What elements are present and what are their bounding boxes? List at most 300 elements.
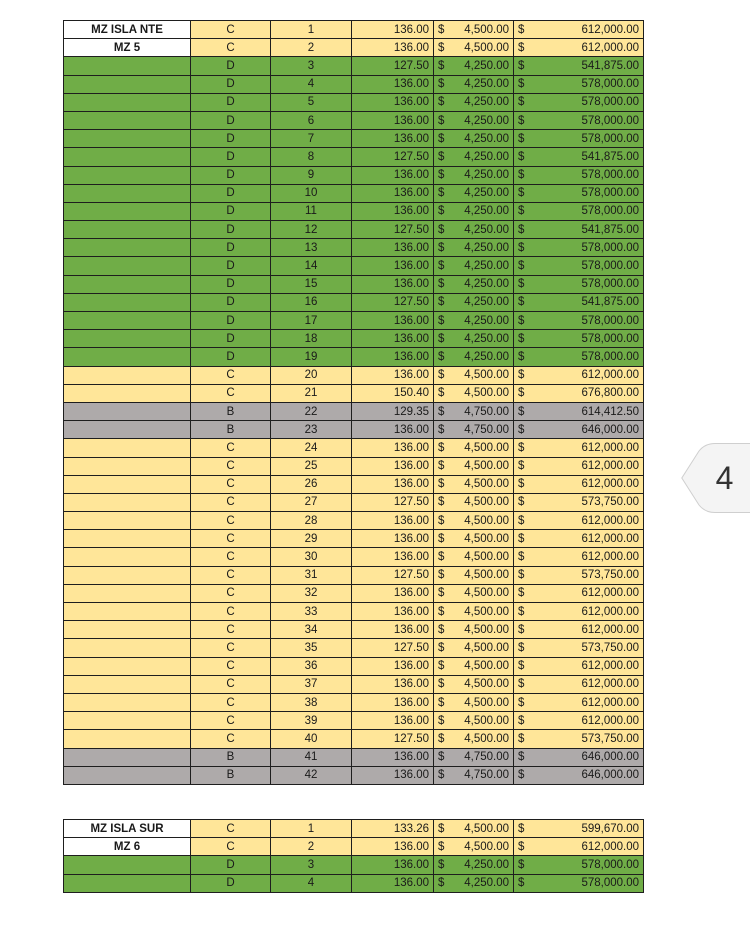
price-per-m2-cell	[434, 457, 514, 475]
block-label-cell	[64, 439, 191, 457]
table-row	[64, 348, 644, 366]
currency-symbol: $	[518, 822, 525, 835]
amount-value: 4,250.00	[464, 114, 509, 127]
lot-number-cell: 28	[271, 512, 352, 530]
block-label-cell: MZ ISLA NTE	[64, 21, 191, 39]
lot-number-cell: 25	[271, 457, 352, 475]
amount-value: 646,000.00	[581, 769, 639, 782]
amount-value: 612,000.00	[581, 514, 639, 527]
currency-symbol: $	[518, 150, 525, 163]
total-price-cell	[514, 512, 644, 530]
currency-symbol: $	[518, 605, 525, 618]
block-label-cell	[64, 239, 191, 257]
block-label-cell	[64, 493, 191, 511]
area-cell: 136.00	[352, 130, 434, 148]
amount-value: 4,250.00	[464, 187, 509, 200]
class-cell: C	[191, 584, 271, 602]
amount-value: 612,000.00	[581, 478, 639, 491]
amount-value: 4,500.00	[464, 514, 509, 527]
currency-symbol: $	[438, 460, 445, 473]
amount-value: 578,000.00	[581, 332, 639, 345]
table-row	[64, 766, 644, 784]
lot-number-cell: 15	[271, 275, 352, 293]
table-row	[64, 239, 644, 257]
class-cell: D	[191, 57, 271, 75]
amount-value: 4,250.00	[464, 223, 509, 236]
area-cell: 127.50	[352, 293, 434, 311]
currency-symbol: $	[518, 260, 525, 273]
block-label-cell	[64, 566, 191, 584]
table-row	[64, 57, 644, 75]
block-label-cell	[64, 548, 191, 566]
block-label-cell	[64, 312, 191, 330]
table-row	[64, 93, 644, 111]
table-row	[64, 566, 644, 584]
lot-number-cell: 1	[271, 820, 352, 838]
price-per-m2-cell	[434, 75, 514, 93]
currency-symbol: $	[518, 714, 525, 727]
price-per-m2-cell	[434, 856, 514, 874]
class-cell: B	[191, 421, 271, 439]
class-cell: D	[191, 202, 271, 220]
table-row	[64, 657, 644, 675]
total-price-cell	[514, 748, 644, 766]
price-per-m2-cell	[434, 838, 514, 856]
amount-value: 578,000.00	[581, 858, 639, 871]
lot-number-cell: 8	[271, 148, 352, 166]
page-indicator-tab[interactable]	[681, 443, 750, 513]
block-label-cell	[64, 348, 191, 366]
amount-value: 4,500.00	[464, 641, 509, 654]
amount-value: 541,875.00	[581, 223, 639, 236]
table-row	[64, 675, 644, 693]
total-price-cell	[514, 239, 644, 257]
currency-symbol: $	[438, 96, 445, 109]
block-label-cell	[64, 748, 191, 766]
table-row	[64, 838, 644, 856]
lot-number-cell: 42	[271, 766, 352, 784]
price-per-m2-cell	[434, 221, 514, 239]
currency-symbol: $	[518, 877, 525, 890]
table-row	[64, 820, 644, 838]
price-per-m2-cell	[434, 820, 514, 838]
currency-symbol: $	[518, 332, 525, 345]
currency-symbol: $	[518, 496, 525, 509]
currency-symbol: $	[438, 769, 445, 782]
amount-value: 578,000.00	[581, 314, 639, 327]
table-row	[64, 439, 644, 457]
price-per-m2-cell	[434, 257, 514, 275]
lot-number-cell: 13	[271, 239, 352, 257]
currency-symbol: $	[518, 23, 525, 36]
total-price-cell	[514, 57, 644, 75]
price-per-m2-cell	[434, 603, 514, 621]
currency-symbol: $	[438, 714, 445, 727]
amount-value: 4,750.00	[464, 405, 509, 418]
amount-value: 4,250.00	[464, 296, 509, 309]
currency-symbol: $	[438, 478, 445, 491]
lots-table-top	[63, 20, 644, 785]
block-label-cell	[64, 675, 191, 693]
area-cell: 127.50	[352, 57, 434, 75]
lot-number-cell: 18	[271, 330, 352, 348]
currency-symbol: $	[438, 387, 445, 400]
price-per-m2-cell	[434, 748, 514, 766]
amount-value: 612,000.00	[581, 605, 639, 618]
amount-value: 612,000.00	[581, 551, 639, 564]
block-label-cell	[64, 603, 191, 621]
currency-symbol: $	[518, 41, 525, 54]
price-per-m2-cell	[434, 621, 514, 639]
area-cell: 127.50	[352, 566, 434, 584]
area-cell: 133.26	[352, 820, 434, 838]
area-cell: 127.50	[352, 221, 434, 239]
total-price-cell	[514, 366, 644, 384]
price-per-m2-cell	[434, 166, 514, 184]
amount-value: 4,500.00	[464, 696, 509, 709]
area-cell: 136.00	[352, 330, 434, 348]
currency-symbol: $	[438, 514, 445, 527]
currency-symbol: $	[518, 405, 525, 418]
table-row	[64, 111, 644, 129]
class-cell: C	[191, 730, 271, 748]
area-cell: 136.00	[352, 548, 434, 566]
amount-value: 573,750.00	[581, 641, 639, 654]
currency-symbol: $	[518, 350, 525, 363]
block-label-cell	[64, 57, 191, 75]
class-cell: C	[191, 457, 271, 475]
area-cell: 136.00	[352, 530, 434, 548]
lot-number-cell: 24	[271, 439, 352, 457]
table-row	[64, 639, 644, 657]
lot-number-cell: 26	[271, 475, 352, 493]
class-cell: C	[191, 475, 271, 493]
class-cell: C	[191, 712, 271, 730]
amount-value: 612,000.00	[581, 840, 639, 853]
price-per-m2-cell	[434, 730, 514, 748]
area-cell: 136.00	[352, 766, 434, 784]
currency-symbol: $	[438, 696, 445, 709]
block-label-cell	[64, 874, 191, 892]
total-price-cell	[514, 275, 644, 293]
table-row	[64, 275, 644, 293]
area-cell: 150.40	[352, 384, 434, 402]
block-label-cell: MZ 5	[64, 39, 191, 57]
class-cell: C	[191, 657, 271, 675]
area-cell: 127.50	[352, 639, 434, 657]
price-per-m2-cell	[434, 384, 514, 402]
block-label-cell	[64, 93, 191, 111]
currency-symbol: $	[438, 660, 445, 673]
area-cell: 136.00	[352, 603, 434, 621]
total-price-cell	[514, 475, 644, 493]
amount-value: 4,500.00	[464, 714, 509, 727]
currency-symbol: $	[438, 587, 445, 600]
currency-symbol: $	[518, 278, 525, 291]
amount-value: 573,750.00	[581, 732, 639, 745]
amount-value: 4,250.00	[464, 205, 509, 218]
table-row	[64, 293, 644, 311]
block-label-cell: MZ ISLA SUR	[64, 820, 191, 838]
total-price-cell	[514, 566, 644, 584]
amount-value: 4,500.00	[464, 369, 509, 382]
currency-symbol: $	[518, 641, 525, 654]
currency-symbol: $	[438, 840, 445, 853]
currency-symbol: $	[438, 732, 445, 745]
total-price-cell	[514, 856, 644, 874]
price-per-m2-cell	[434, 421, 514, 439]
total-price-cell	[514, 693, 644, 711]
class-cell: C	[191, 366, 271, 384]
currency-symbol: $	[438, 314, 445, 327]
area-cell: 129.35	[352, 402, 434, 420]
table-row	[64, 384, 644, 402]
lot-number-cell: 32	[271, 584, 352, 602]
block-label-cell	[64, 293, 191, 311]
area-cell: 136.00	[352, 166, 434, 184]
currency-symbol: $	[438, 260, 445, 273]
lot-number-cell: 4	[271, 75, 352, 93]
class-cell: C	[191, 838, 271, 856]
class-cell: D	[191, 221, 271, 239]
lot-number-cell: 12	[271, 221, 352, 239]
block-label-cell	[64, 184, 191, 202]
class-cell: C	[191, 820, 271, 838]
amount-value: 4,500.00	[464, 840, 509, 853]
currency-symbol: $	[438, 59, 445, 72]
area-cell: 136.00	[352, 457, 434, 475]
price-per-m2-cell	[434, 21, 514, 39]
total-price-cell	[514, 111, 644, 129]
amount-value: 578,000.00	[581, 132, 639, 145]
table-row	[64, 457, 644, 475]
currency-symbol: $	[518, 441, 525, 454]
table-row	[64, 312, 644, 330]
total-price-cell	[514, 712, 644, 730]
amount-value: 578,000.00	[581, 241, 639, 254]
table-row	[64, 621, 644, 639]
area-cell: 136.00	[352, 39, 434, 57]
currency-symbol: $	[518, 296, 525, 309]
amount-value: 4,500.00	[464, 732, 509, 745]
currency-symbol: $	[518, 369, 525, 382]
amount-value: 612,000.00	[581, 587, 639, 600]
amount-value: 612,000.00	[581, 460, 639, 473]
total-price-cell	[514, 93, 644, 111]
total-price-cell	[514, 766, 644, 784]
currency-symbol: $	[438, 441, 445, 454]
total-price-cell	[514, 548, 644, 566]
amount-value: 4,500.00	[464, 587, 509, 600]
currency-symbol: $	[438, 877, 445, 890]
total-price-cell	[514, 202, 644, 220]
area-cell: 136.00	[352, 21, 434, 39]
class-cell: D	[191, 184, 271, 202]
total-price-cell	[514, 384, 644, 402]
amount-value: 4,250.00	[464, 132, 509, 145]
amount-value: 646,000.00	[581, 423, 639, 436]
currency-symbol: $	[438, 332, 445, 345]
table-row	[64, 493, 644, 511]
amount-value: 578,000.00	[581, 260, 639, 273]
lot-number-cell: 35	[271, 639, 352, 657]
price-per-m2-cell	[434, 93, 514, 111]
class-cell: C	[191, 493, 271, 511]
amount-value: 4,250.00	[464, 260, 509, 273]
total-price-cell	[514, 330, 644, 348]
lot-number-cell: 23	[271, 421, 352, 439]
amount-value: 541,875.00	[581, 296, 639, 309]
lot-number-cell: 7	[271, 130, 352, 148]
lot-number-cell: 21	[271, 384, 352, 402]
price-per-m2-cell	[434, 639, 514, 657]
amount-value: 612,000.00	[581, 714, 639, 727]
amount-value: 4,250.00	[464, 350, 509, 363]
area-cell: 136.00	[352, 93, 434, 111]
amount-value: 578,000.00	[581, 877, 639, 890]
lots-table-body	[64, 820, 644, 893]
amount-value: 4,750.00	[464, 423, 509, 436]
total-price-cell	[514, 402, 644, 420]
amount-value: 4,250.00	[464, 858, 509, 871]
page-number: 4	[715, 459, 734, 496]
amount-value: 646,000.00	[581, 751, 639, 764]
total-price-cell	[514, 39, 644, 57]
block-label-cell	[64, 421, 191, 439]
block-label-cell	[64, 166, 191, 184]
amount-value: 4,750.00	[464, 751, 509, 764]
class-cell: D	[191, 239, 271, 257]
amount-value: 612,000.00	[581, 369, 639, 382]
currency-symbol: $	[518, 587, 525, 600]
currency-symbol: $	[438, 551, 445, 564]
class-cell: D	[191, 166, 271, 184]
area-cell: 136.00	[352, 239, 434, 257]
total-price-cell	[514, 148, 644, 166]
table-row	[64, 202, 644, 220]
amount-value: 4,500.00	[464, 496, 509, 509]
class-cell: C	[191, 439, 271, 457]
currency-symbol: $	[518, 460, 525, 473]
lot-number-cell: 17	[271, 312, 352, 330]
class-cell: D	[191, 93, 271, 111]
amount-value: 4,250.00	[464, 150, 509, 163]
amount-value: 578,000.00	[581, 205, 639, 218]
currency-symbol: $	[518, 169, 525, 182]
class-cell: B	[191, 766, 271, 784]
amount-value: 614,412.50	[581, 405, 639, 418]
lot-number-cell: 16	[271, 293, 352, 311]
amount-value: 612,000.00	[581, 441, 639, 454]
price-per-m2-cell	[434, 493, 514, 511]
total-price-cell	[514, 820, 644, 838]
lot-number-cell: 40	[271, 730, 352, 748]
area-cell: 136.00	[352, 621, 434, 639]
currency-symbol: $	[518, 96, 525, 109]
area-cell: 136.00	[352, 475, 434, 493]
currency-symbol: $	[438, 822, 445, 835]
table-row	[64, 874, 644, 892]
price-per-m2-cell	[434, 712, 514, 730]
class-cell: D	[191, 148, 271, 166]
lot-number-cell: 9	[271, 166, 352, 184]
total-price-cell	[514, 257, 644, 275]
currency-symbol: $	[518, 696, 525, 709]
currency-symbol: $	[438, 858, 445, 871]
currency-symbol: $	[438, 169, 445, 182]
total-price-cell	[514, 874, 644, 892]
total-price-cell	[514, 312, 644, 330]
price-per-m2-cell	[434, 111, 514, 129]
class-cell: C	[191, 693, 271, 711]
currency-symbol: $	[438, 369, 445, 382]
lot-number-cell: 29	[271, 530, 352, 548]
table-row	[64, 856, 644, 874]
currency-symbol: $	[518, 623, 525, 636]
table-row	[64, 548, 644, 566]
class-cell: C	[191, 675, 271, 693]
table-row	[64, 748, 644, 766]
block-label-cell	[64, 366, 191, 384]
area-cell: 136.00	[352, 748, 434, 766]
amount-value: 578,000.00	[581, 96, 639, 109]
amount-value: 612,000.00	[581, 696, 639, 709]
price-per-m2-cell	[434, 657, 514, 675]
lot-number-cell: 37	[271, 675, 352, 693]
currency-symbol: $	[438, 132, 445, 145]
block-label-cell	[64, 530, 191, 548]
class-cell: C	[191, 603, 271, 621]
area-cell: 136.00	[352, 874, 434, 892]
total-price-cell	[514, 639, 644, 657]
price-per-m2-cell	[434, 239, 514, 257]
amount-value: 612,000.00	[581, 23, 639, 36]
block-label-cell	[64, 766, 191, 784]
amount-value: 573,750.00	[581, 569, 639, 582]
table-row	[64, 366, 644, 384]
price-per-m2-cell	[434, 766, 514, 784]
block-label-cell	[64, 693, 191, 711]
currency-symbol: $	[518, 187, 525, 200]
area-cell: 136.00	[352, 584, 434, 602]
amount-value: 578,000.00	[581, 78, 639, 91]
class-cell: B	[191, 402, 271, 420]
block-label-cell	[64, 657, 191, 675]
area-cell: 136.00	[352, 657, 434, 675]
class-cell: D	[191, 856, 271, 874]
class-cell: D	[191, 130, 271, 148]
lot-number-cell: 11	[271, 202, 352, 220]
class-cell: D	[191, 75, 271, 93]
table-row	[64, 530, 644, 548]
currency-symbol: $	[518, 660, 525, 673]
table-row	[64, 730, 644, 748]
amount-value: 4,500.00	[464, 478, 509, 491]
area-cell: 136.00	[352, 712, 434, 730]
class-cell: D	[191, 111, 271, 129]
currency-symbol: $	[518, 114, 525, 127]
total-price-cell	[514, 621, 644, 639]
lot-number-cell: 22	[271, 402, 352, 420]
block-label-cell	[64, 639, 191, 657]
block-label-cell	[64, 111, 191, 129]
lot-number-cell: 5	[271, 93, 352, 111]
price-per-m2-cell	[434, 275, 514, 293]
price-per-m2-cell	[434, 693, 514, 711]
total-price-cell	[514, 838, 644, 856]
total-price-cell	[514, 439, 644, 457]
lots-table-body	[64, 21, 644, 785]
